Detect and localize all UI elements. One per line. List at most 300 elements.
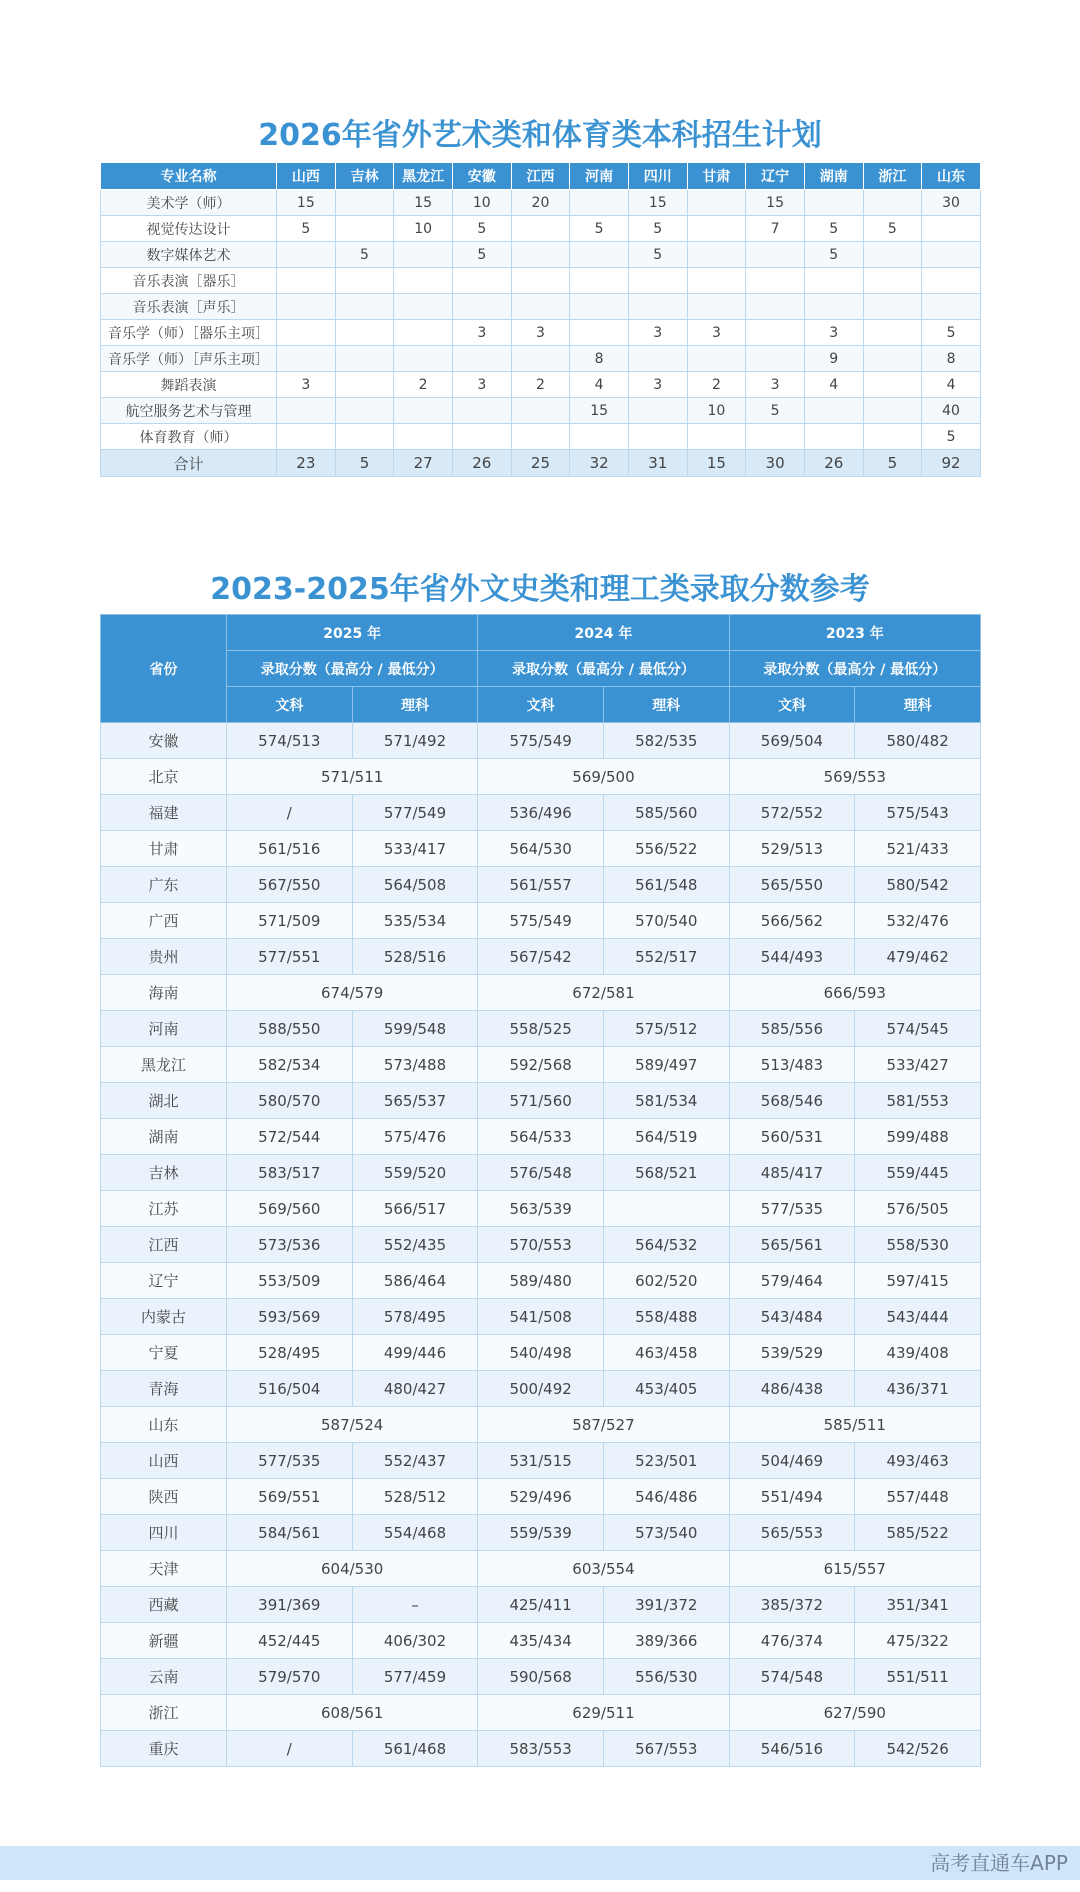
score-cell: 559/539 <box>478 1515 604 1551</box>
quota-cell <box>922 216 981 242</box>
score-cell: 580/542 <box>855 867 981 903</box>
province-name: 新疆 <box>101 1623 227 1659</box>
score-cell: 479/462 <box>855 939 981 975</box>
score-row <box>101 1263 981 1299</box>
quota-cell <box>452 294 511 320</box>
score-cell: 579/464 <box>729 1263 855 1299</box>
score-cell: 581/553 <box>855 1083 981 1119</box>
quota-cell <box>687 268 746 294</box>
quota-cell <box>804 398 863 424</box>
score-cell: 504/469 <box>729 1443 855 1479</box>
quota-cell: 4 <box>570 372 629 398</box>
quota-cell: 9 <box>804 346 863 372</box>
quota-cell: 5 <box>628 242 687 268</box>
quota-cell <box>277 242 336 268</box>
score-cell: 575/476 <box>352 1119 478 1155</box>
quota-cell <box>687 294 746 320</box>
score-cell: 554/468 <box>352 1515 478 1551</box>
score-cell: 532/476 <box>855 903 981 939</box>
score-row <box>101 1659 981 1695</box>
liberal-arts-header: 文科 <box>227 687 353 723</box>
quota-cell: 2 <box>687 372 746 398</box>
quota-cell <box>922 242 981 268</box>
score-cell: 588/550 <box>227 1011 353 1047</box>
score-cell: 516/504 <box>227 1371 353 1407</box>
province-header: 辽宁 <box>746 163 805 190</box>
score-cell: 580/482 <box>855 723 981 759</box>
score-cell: 568/546 <box>729 1083 855 1119</box>
quota-cell <box>511 346 570 372</box>
score-cell: 565/553 <box>729 1515 855 1551</box>
quota-cell: 5 <box>335 242 394 268</box>
quota-cell <box>863 242 922 268</box>
score-cell: 585/556 <box>729 1011 855 1047</box>
score-cell: 556/530 <box>603 1659 729 1695</box>
score-cell: 552/437 <box>352 1443 478 1479</box>
province-name: 河南 <box>101 1011 227 1047</box>
score-cell: 571/492 <box>352 723 478 759</box>
score-cell: 425/411 <box>478 1587 604 1623</box>
score-cell: 576/505 <box>855 1191 981 1227</box>
quota-cell <box>570 268 629 294</box>
score-cell: 564/532 <box>603 1227 729 1263</box>
quota-cell: 5 <box>922 320 981 346</box>
score-cell: 569/553 <box>729 759 980 795</box>
quota-cell <box>628 268 687 294</box>
score-cell: 546/486 <box>603 1479 729 1515</box>
quota-cell: 4 <box>922 372 981 398</box>
score-row <box>101 795 981 831</box>
quota-cell <box>628 346 687 372</box>
quota-cell: 2 <box>394 372 453 398</box>
score-cell: 521/433 <box>855 831 981 867</box>
province-name: 贵州 <box>101 939 227 975</box>
score-row <box>101 1515 981 1551</box>
major-header: 专业名称 <box>101 163 277 190</box>
score-cell: 567/550 <box>227 867 353 903</box>
score-cell <box>603 1191 729 1227</box>
score-cell: – <box>352 1587 478 1623</box>
province-name: 广西 <box>101 903 227 939</box>
province-name: 江西 <box>101 1227 227 1263</box>
quota-cell: 5 <box>804 242 863 268</box>
quota-cell: 8 <box>922 346 981 372</box>
score-cell: 575/543 <box>855 795 981 831</box>
quota-cell <box>277 424 336 450</box>
province-header: 山西 <box>277 163 336 190</box>
quota-cell <box>335 398 394 424</box>
score-cell: 463/458 <box>603 1335 729 1371</box>
year-header: 2024 年 <box>478 615 729 651</box>
quota-cell <box>394 268 453 294</box>
province-name: 青海 <box>101 1371 227 1407</box>
quota-cell: 3 <box>452 372 511 398</box>
score-cell: 572/544 <box>227 1119 353 1155</box>
footer-bar <box>0 1846 1080 1880</box>
province-header: 山东 <box>922 163 981 190</box>
quota-cell <box>628 294 687 320</box>
major-name: 音乐表演［器乐］ <box>101 268 277 294</box>
score-row <box>101 1191 981 1227</box>
quota-cell: 15 <box>277 190 336 216</box>
liberal-arts-header: 文科 <box>729 687 855 723</box>
score-cell: 570/540 <box>603 903 729 939</box>
quota-cell <box>277 398 336 424</box>
score-cell: 528/495 <box>227 1335 353 1371</box>
score-row <box>101 1335 981 1371</box>
score-cell: 573/536 <box>227 1227 353 1263</box>
quota-cell <box>511 424 570 450</box>
score-row <box>101 1479 981 1515</box>
province-name: 内蒙古 <box>101 1299 227 1335</box>
score-cell: 577/551 <box>227 939 353 975</box>
score-cell: 565/561 <box>729 1227 855 1263</box>
province-name: 云南 <box>101 1659 227 1695</box>
score-row <box>101 831 981 867</box>
quota-cell <box>746 346 805 372</box>
quota-cell <box>394 424 453 450</box>
quota-cell: 3 <box>687 320 746 346</box>
scores-title: 2023-2025年省外文史类和理工类录取分数参考 <box>210 572 870 607</box>
quota-cell: 15 <box>746 190 805 216</box>
quota-cell <box>335 346 394 372</box>
quota-cell <box>511 216 570 242</box>
province-header: 湖南 <box>804 163 863 190</box>
plan-row <box>101 320 981 346</box>
score-cell: / <box>227 1731 353 1767</box>
score-cell: 608/561 <box>227 1695 478 1731</box>
quota-cell <box>570 242 629 268</box>
score-cell: 570/553 <box>478 1227 604 1263</box>
score-cell: 574/513 <box>227 723 353 759</box>
score-row <box>101 1047 981 1083</box>
quota-cell <box>687 190 746 216</box>
score-cell: 540/498 <box>478 1335 604 1371</box>
score-cell: 558/488 <box>603 1299 729 1335</box>
plan-row <box>101 190 981 216</box>
score-row <box>101 1695 981 1731</box>
major-name: 音乐学（师）［器乐主项］ <box>101 320 277 346</box>
total-cell: 30 <box>746 450 805 477</box>
score-row <box>101 1119 981 1155</box>
score-cell: 592/568 <box>478 1047 604 1083</box>
province-header: 四川 <box>628 163 687 190</box>
science-header: 理科 <box>603 687 729 723</box>
score-cell: 587/524 <box>227 1407 478 1443</box>
quota-cell: 3 <box>804 320 863 346</box>
score-cell: 452/445 <box>227 1623 353 1659</box>
score-row <box>101 1299 981 1335</box>
quota-cell: 15 <box>570 398 629 424</box>
plan-row <box>101 398 981 424</box>
score-cell: 552/435 <box>352 1227 478 1263</box>
quota-cell <box>335 190 394 216</box>
quota-cell <box>394 320 453 346</box>
quota-cell <box>863 320 922 346</box>
score-row <box>101 1623 981 1659</box>
score-cell: 573/540 <box>603 1515 729 1551</box>
quota-cell: 40 <box>922 398 981 424</box>
science-header: 理科 <box>352 687 478 723</box>
score-cell: 575/549 <box>478 723 604 759</box>
score-cell: 577/459 <box>352 1659 478 1695</box>
score-cell: 536/496 <box>478 795 604 831</box>
quota-cell <box>746 268 805 294</box>
province-name: 广东 <box>101 867 227 903</box>
score-row <box>101 723 981 759</box>
score-range-header: 录取分数（最高分 / 最低分） <box>227 651 478 687</box>
score-cell: 589/497 <box>603 1047 729 1083</box>
major-name: 音乐表演［声乐］ <box>101 294 277 320</box>
quota-cell <box>511 242 570 268</box>
score-cell: 583/517 <box>227 1155 353 1191</box>
quota-cell: 15 <box>394 190 453 216</box>
score-cell: 569/500 <box>478 759 729 795</box>
province-header: 省份 <box>101 615 227 723</box>
plan-row <box>101 372 981 398</box>
quota-cell <box>277 294 336 320</box>
quota-cell <box>570 294 629 320</box>
score-cell: 583/553 <box>478 1731 604 1767</box>
quota-cell <box>687 346 746 372</box>
quota-cell <box>335 294 394 320</box>
plan-header-row <box>101 163 981 190</box>
score-cell: 453/405 <box>603 1371 729 1407</box>
score-cell: 564/530 <box>478 831 604 867</box>
score-cell: 569/551 <box>227 1479 353 1515</box>
score-cell: 582/534 <box>227 1047 353 1083</box>
score-cell: 604/530 <box>227 1551 478 1587</box>
total-cell: 32 <box>570 450 629 477</box>
quota-cell <box>452 398 511 424</box>
score-cell: 385/372 <box>729 1587 855 1623</box>
major-name: 视觉传达设计 <box>101 216 277 242</box>
score-cell: 603/554 <box>478 1551 729 1587</box>
quota-cell: 10 <box>452 190 511 216</box>
score-cell: 565/550 <box>729 867 855 903</box>
score-cell: 577/549 <box>352 795 478 831</box>
score-cell: 561/557 <box>478 867 604 903</box>
score-cell: 543/444 <box>855 1299 981 1335</box>
total-cell: 5 <box>863 450 922 477</box>
score-range-header: 录取分数（最高分 / 最低分） <box>478 651 729 687</box>
year-header: 2023 年 <box>729 615 980 651</box>
score-cell: 573/488 <box>352 1047 478 1083</box>
score-cell: 575/512 <box>603 1011 729 1047</box>
quota-cell: 5 <box>452 216 511 242</box>
score-cell: 553/509 <box>227 1263 353 1299</box>
score-cell: 480/427 <box>352 1371 478 1407</box>
quota-cell <box>511 268 570 294</box>
score-cell: 559/445 <box>855 1155 981 1191</box>
score-row <box>101 759 981 795</box>
score-cell: 576/548 <box>478 1155 604 1191</box>
quota-cell <box>863 346 922 372</box>
quota-cell <box>628 398 687 424</box>
province-name: 湖南 <box>101 1119 227 1155</box>
province-name: 黑龙江 <box>101 1047 227 1083</box>
province-name: 江苏 <box>101 1191 227 1227</box>
province-name: 四川 <box>101 1515 227 1551</box>
scores-track-row <box>101 687 981 723</box>
quota-cell <box>452 424 511 450</box>
total-cell: 26 <box>452 450 511 477</box>
quota-cell: 5 <box>863 216 922 242</box>
scores-year-row <box>101 615 981 651</box>
score-cell: 666/593 <box>729 975 980 1011</box>
plan-title: 2026年省外艺术类和体育类本科招生计划 <box>258 118 822 153</box>
quota-cell: 5 <box>804 216 863 242</box>
admission-scores-table <box>100 614 981 1767</box>
score-cell: 587/527 <box>478 1407 729 1443</box>
score-cell: 558/525 <box>478 1011 604 1047</box>
total-cell: 27 <box>394 450 453 477</box>
major-name: 体育教育（师） <box>101 424 277 450</box>
score-cell: 546/516 <box>729 1731 855 1767</box>
score-row <box>101 1011 981 1047</box>
quota-cell <box>511 294 570 320</box>
quota-cell: 30 <box>922 190 981 216</box>
plan-row <box>101 346 981 372</box>
province-name: 重庆 <box>101 1731 227 1767</box>
score-cell: 535/534 <box>352 903 478 939</box>
score-cell: 551/511 <box>855 1659 981 1695</box>
quota-cell: 15 <box>628 190 687 216</box>
quota-cell: 3 <box>746 372 805 398</box>
score-cell: 602/520 <box>603 1263 729 1299</box>
quota-cell: 3 <box>628 372 687 398</box>
score-cell: 568/521 <box>603 1155 729 1191</box>
quota-cell: 3 <box>277 372 336 398</box>
quota-cell <box>394 398 453 424</box>
score-cell: 572/552 <box>729 795 855 831</box>
quota-cell <box>335 216 394 242</box>
plan-row <box>101 242 981 268</box>
score-cell: 564/508 <box>352 867 478 903</box>
score-cell: 579/570 <box>227 1659 353 1695</box>
score-row <box>101 903 981 939</box>
score-cell: 541/508 <box>478 1299 604 1335</box>
score-cell: 615/557 <box>729 1551 980 1587</box>
quota-cell <box>863 398 922 424</box>
quota-cell: 5 <box>922 424 981 450</box>
score-cell: 578/495 <box>352 1299 478 1335</box>
score-cell: 561/468 <box>352 1731 478 1767</box>
score-cell: 569/504 <box>729 723 855 759</box>
plan-row <box>101 268 981 294</box>
quota-cell <box>804 424 863 450</box>
quota-cell: 4 <box>804 372 863 398</box>
total-label: 合计 <box>101 450 277 477</box>
province-header: 甘肃 <box>687 163 746 190</box>
score-cell: 577/535 <box>729 1191 855 1227</box>
plan-row <box>101 216 981 242</box>
province-header: 江西 <box>511 163 570 190</box>
score-cell: 543/484 <box>729 1299 855 1335</box>
total-cell: 5 <box>335 450 394 477</box>
province-name: 甘肃 <box>101 831 227 867</box>
quota-cell <box>804 268 863 294</box>
major-name: 数字媒体艺术 <box>101 242 277 268</box>
score-cell: 528/516 <box>352 939 478 975</box>
quota-cell <box>511 398 570 424</box>
score-cell: 564/533 <box>478 1119 604 1155</box>
quota-cell: 3 <box>511 320 570 346</box>
score-cell: 577/535 <box>227 1443 353 1479</box>
quota-cell <box>335 424 394 450</box>
score-cell: 351/341 <box>855 1587 981 1623</box>
score-row <box>101 1551 981 1587</box>
score-row <box>101 1227 981 1263</box>
score-cell: 563/539 <box>478 1191 604 1227</box>
score-row <box>101 939 981 975</box>
province-header: 浙江 <box>863 163 922 190</box>
enrollment-plan-table <box>100 162 981 477</box>
province-name: 西藏 <box>101 1587 227 1623</box>
province-name: 山东 <box>101 1407 227 1443</box>
score-cell: 585/511 <box>729 1407 980 1443</box>
score-cell: 493/463 <box>855 1443 981 1479</box>
score-cell: 435/434 <box>478 1623 604 1659</box>
score-cell: 597/415 <box>855 1263 981 1299</box>
total-cell: 92 <box>922 450 981 477</box>
quota-cell <box>746 242 805 268</box>
score-cell: 629/511 <box>478 1695 729 1731</box>
score-cell: 558/530 <box>855 1227 981 1263</box>
quota-cell <box>277 320 336 346</box>
score-row <box>101 1731 981 1767</box>
major-name: 美术学（师） <box>101 190 277 216</box>
score-cell: 542/526 <box>855 1731 981 1767</box>
score-cell: / <box>227 795 353 831</box>
score-cell: 564/519 <box>603 1119 729 1155</box>
quota-cell: 5 <box>452 242 511 268</box>
score-cell: 585/560 <box>603 795 729 831</box>
major-name: 舞蹈表演 <box>101 372 277 398</box>
score-cell: 571/511 <box>227 759 478 795</box>
score-cell: 586/464 <box>352 1263 478 1299</box>
score-cell: 523/501 <box>603 1443 729 1479</box>
quota-cell <box>570 190 629 216</box>
quota-cell: 2 <box>511 372 570 398</box>
score-cell: 559/520 <box>352 1155 478 1191</box>
score-row <box>101 975 981 1011</box>
quota-cell: 3 <box>452 320 511 346</box>
quota-cell: 5 <box>570 216 629 242</box>
score-cell: 513/483 <box>729 1047 855 1083</box>
score-cell: 533/427 <box>855 1047 981 1083</box>
score-cell: 529/496 <box>478 1479 604 1515</box>
score-cell: 500/492 <box>478 1371 604 1407</box>
score-cell: 499/446 <box>352 1335 478 1371</box>
score-cell: 599/488 <box>855 1119 981 1155</box>
quota-cell <box>335 372 394 398</box>
province-name: 山西 <box>101 1443 227 1479</box>
quota-cell: 3 <box>628 320 687 346</box>
score-cell: 406/302 <box>352 1623 478 1659</box>
score-cell: 580/570 <box>227 1083 353 1119</box>
score-cell: 389/366 <box>603 1623 729 1659</box>
quota-cell <box>452 346 511 372</box>
score-cell: 476/374 <box>729 1623 855 1659</box>
score-cell: 439/408 <box>855 1335 981 1371</box>
province-name: 吉林 <box>101 1155 227 1191</box>
app-watermark: 高考直通车APP <box>930 1851 1068 1875</box>
year-header: 2025 年 <box>227 615 478 651</box>
quota-cell <box>922 294 981 320</box>
score-cell: 391/369 <box>227 1587 353 1623</box>
quota-cell: 8 <box>570 346 629 372</box>
